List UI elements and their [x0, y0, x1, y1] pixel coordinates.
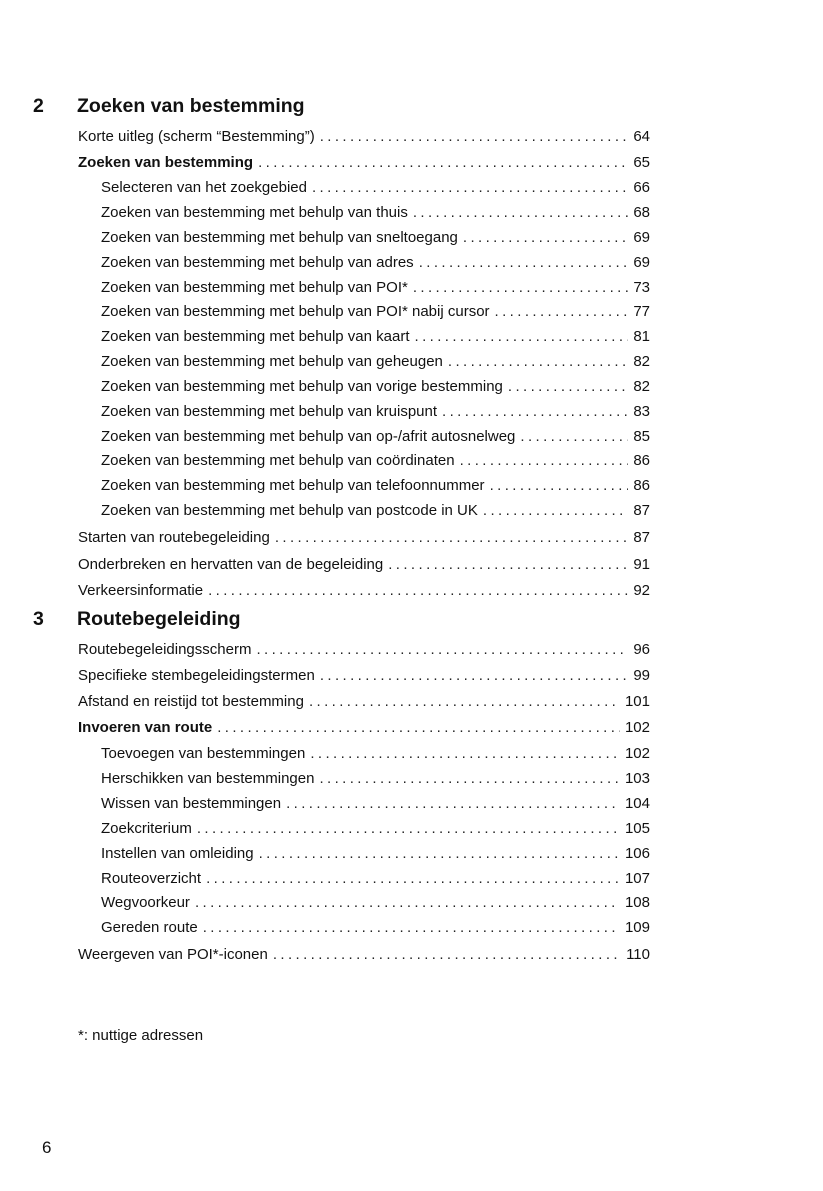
toc-entry-label: Wegvoorkeur [101, 894, 190, 911]
toc-entry-label: Zoeken van bestemming met behulp van vorige bestemming [101, 378, 503, 395]
dot-leader [320, 666, 629, 686]
toc-entry-page: 106 [624, 845, 650, 862]
dot-leader [273, 945, 621, 965]
toc-entry-page: 110 [626, 946, 650, 963]
toc-entry-page: 81 [633, 328, 650, 345]
toc-entry-label: Zoekcriterium [101, 820, 192, 837]
toc-entry-page: 82 [633, 353, 650, 370]
dot-leader [286, 794, 620, 814]
toc-entry-label: Wissen van bestemmingen [101, 795, 282, 812]
toc-entry-label: Zoeken van bestemming met behulp van thuis [101, 204, 408, 221]
toc-entry [78, 692, 650, 712]
dot-leader [442, 402, 628, 422]
toc-entry [78, 581, 650, 601]
toc-entry [101, 918, 650, 938]
dot-leader [309, 692, 620, 712]
dot-leader [508, 377, 628, 397]
toc-entry-label: Zoeken van bestemming met behulp van geheugen [101, 353, 443, 370]
chapter-number: 2 [33, 95, 44, 117]
toc-entry-page: 102 [624, 745, 650, 762]
toc-entry-page: 101 [624, 693, 650, 710]
dot-leader [388, 555, 628, 575]
toc-entry-page: 85 [633, 428, 650, 445]
toc-entry [78, 666, 650, 686]
toc-entry [101, 253, 650, 273]
toc-entry-label: Korte uitleg (scherm “Bestemming”) [78, 128, 315, 145]
toc-entry-label: Onderbreken en hervatten van de begeleiding [78, 556, 384, 573]
dot-leader [206, 869, 620, 889]
toc-entry [101, 869, 650, 889]
toc-entry-label: Zoeken van bestemming met behulp van op-/afrit autosnelweg [101, 428, 516, 445]
dot-leader [320, 127, 629, 147]
toc-entry-label: Zoeken van bestemming met behulp van kaart [101, 328, 410, 345]
toc-entry [101, 893, 650, 913]
toc-entry [101, 203, 650, 223]
dot-leader [217, 718, 620, 738]
toc-entry [101, 769, 650, 789]
chapter-title: Routebegeleiding [77, 608, 241, 630]
toc-entry-page: 68 [633, 204, 650, 221]
toc-entry-page: 82 [633, 378, 650, 395]
toc-entry-label: Zoeken van bestemming met behulp van postcode in UK [101, 502, 478, 519]
toc-entry-label: Invoeren van route [78, 719, 213, 736]
toc-entry [78, 718, 650, 738]
dot-leader [256, 640, 628, 660]
toc-entry-page: 83 [633, 403, 650, 420]
toc-entry-page: 108 [624, 894, 650, 911]
toc-entry-label: Afstand en reistijd tot bestemming [78, 693, 304, 710]
toc-entry [78, 555, 650, 575]
toc-entry [101, 327, 650, 347]
dot-leader [413, 278, 628, 298]
toc-entry [101, 278, 650, 298]
toc-entry-page: 92 [633, 582, 650, 599]
dot-leader [490, 476, 629, 496]
toc-entry-label: Selecteren van het zoekgebied [101, 179, 307, 196]
toc-entry-label: Zoeken van bestemming met behulp van kruispunt [101, 403, 438, 420]
dot-leader [415, 327, 629, 347]
toc-entry-label: Zoeken van bestemming met behulp van coördinaten [101, 452, 455, 469]
toc-entry [101, 501, 650, 521]
toc-entry-page: 86 [633, 477, 650, 494]
dot-leader [419, 253, 629, 273]
toc-entry-page: 77 [633, 303, 650, 320]
toc-entry-page: 99 [633, 667, 650, 684]
page-number: 6 [42, 1138, 52, 1157]
toc-entry [78, 640, 650, 660]
toc-entry-page: 105 [624, 820, 650, 837]
toc-entry-page: 65 [633, 154, 650, 171]
toc-entry-page: 103 [624, 770, 650, 787]
toc-entry [101, 744, 650, 764]
dot-leader [483, 501, 628, 521]
toc-entry-page: 87 [633, 502, 650, 519]
toc-entry-page: 96 [633, 641, 650, 658]
toc-entry [101, 402, 650, 422]
dot-leader [495, 302, 629, 322]
toc-entry-page: 109 [624, 919, 650, 936]
toc-entry [78, 528, 650, 548]
toc-entry [101, 451, 650, 471]
dot-leader [258, 153, 628, 173]
toc-entry [78, 945, 650, 965]
toc-entry-page: 91 [633, 556, 650, 573]
toc-entry-page: 87 [633, 529, 650, 546]
toc-entry-page: 73 [633, 279, 650, 296]
toc-entry-label: Routebegeleidingsscherm [78, 641, 252, 658]
toc-entry [101, 352, 650, 372]
dot-leader [195, 893, 620, 913]
dot-leader [319, 769, 620, 789]
footnote: *: nuttige adressen [78, 1027, 204, 1044]
dot-leader [259, 844, 620, 864]
dot-leader [275, 528, 629, 548]
toc-entry [101, 302, 650, 322]
toc-entry [101, 178, 650, 198]
toc-entry-page: 69 [633, 229, 650, 246]
toc-entry-label: Zoeken van bestemming met behulp van adres [101, 254, 414, 271]
toc-entry-page: 102 [624, 719, 650, 736]
toc-entry-label: Verkeersinformatie [78, 582, 204, 599]
toc-entry [101, 377, 650, 397]
toc-entry-label: Weergeven van POI*-iconen [78, 946, 268, 963]
toc-entry-page: 107 [624, 870, 650, 887]
toc-entry [101, 427, 650, 447]
dot-leader [197, 819, 620, 839]
toc-entry [101, 476, 650, 496]
toc-entry [101, 819, 650, 839]
toc-entry-page: 66 [633, 179, 650, 196]
toc-entry [101, 228, 650, 248]
toc-entry-label: Instellen van omleiding [101, 845, 254, 862]
dot-leader [448, 352, 628, 372]
toc-entry-page: 104 [624, 795, 650, 812]
toc-entry-label: Zoeken van bestemming met behulp van POI* nabij cursor [101, 303, 490, 320]
toc-entry [101, 844, 650, 864]
toc-entry [101, 794, 650, 814]
chapter-title: Zoeken van bestemming [77, 95, 305, 117]
dot-leader [312, 178, 628, 198]
toc-entry-label: Zoeken van bestemming met behulp van sneltoegang [101, 229, 458, 246]
toc-entry-page: 86 [633, 452, 650, 469]
dot-leader [208, 581, 628, 601]
dot-leader [463, 228, 628, 248]
toc-entry [78, 153, 650, 173]
toc-entry-label: Gereden route [101, 919, 198, 936]
toc-entry-label: Routeoverzicht [101, 870, 202, 887]
toc-entry-label: Zoeken van bestemming [78, 154, 254, 171]
toc-entry-label: Zoeken van bestemming met behulp van telefoonnummer [101, 477, 485, 494]
chapter-number: 3 [33, 608, 44, 630]
dot-leader [460, 451, 629, 471]
toc-entry [78, 127, 650, 147]
dot-leader [413, 203, 628, 223]
toc-entry-label: Toevoegen van bestemmingen [101, 745, 306, 762]
toc-entry-page: 64 [633, 128, 650, 145]
dot-leader [310, 744, 620, 764]
toc-entry-page: 69 [633, 254, 650, 271]
dot-leader [203, 918, 620, 938]
dot-leader [520, 427, 628, 447]
toc-entry-label: Starten van routebegeleiding [78, 529, 270, 546]
toc-entry-label: Zoeken van bestemming met behulp van POI* [101, 279, 408, 296]
toc-entry-label: Specifieke stembegeleidingstermen [78, 667, 315, 684]
toc-entry-label: Herschikken van bestemmingen [101, 770, 315, 787]
